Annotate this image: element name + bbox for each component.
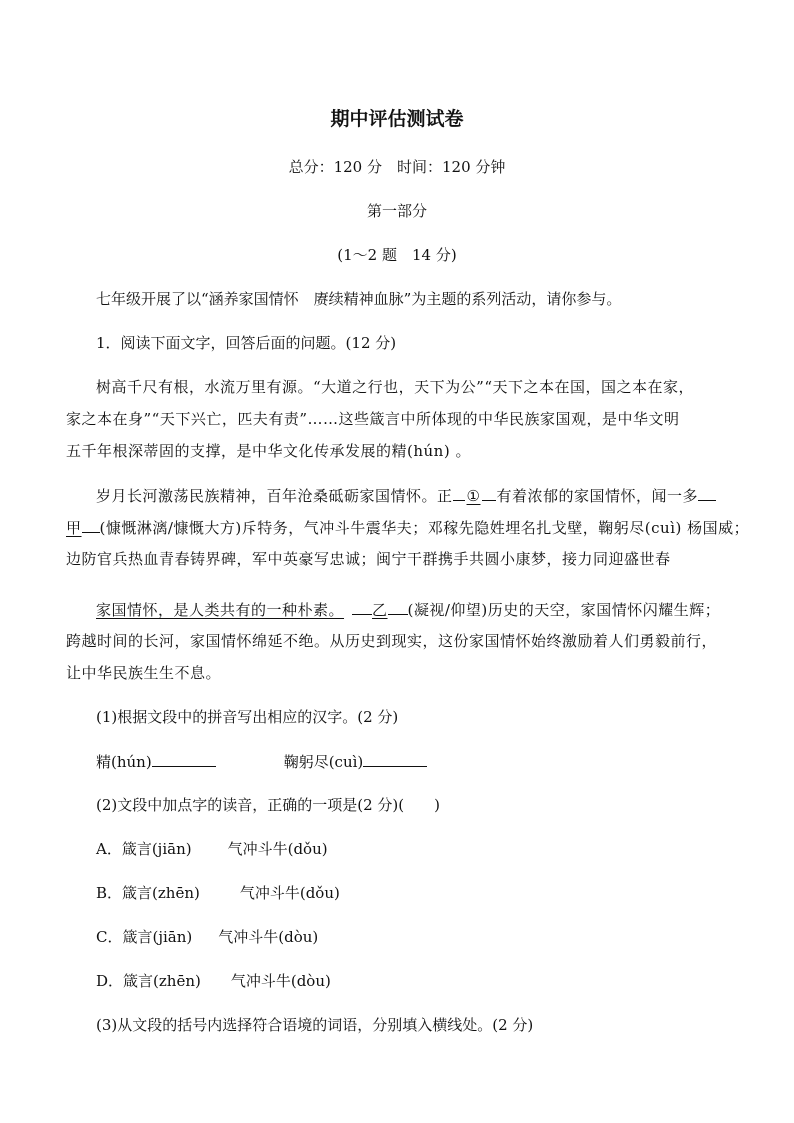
- fill-blank-jia-tail: [82, 516, 100, 533]
- fill-blank-1-tail: [482, 484, 496, 501]
- passage-3-text-b: (凝视/仰望)历史的天空，家国情怀闪耀生辉；: [407, 601, 721, 619]
- question-range: (1～2 题 14 分): [337, 246, 457, 264]
- passage-2-line-1: [96, 484, 716, 507]
- passage-2-text-a: 岁月长河激荡民族精神，百年沧桑砥砺家国情怀。正: [96, 487, 453, 505]
- passage-1-line-1: 树高千尺有根，水流万里有源。“大道之行也，天下为公”“天下之本在国，国之本在家，: [96, 378, 695, 396]
- passage-1-line-2: 家之本在身”“天下兴亡，匹夫有责”……这些箴言中所体现的中华民族家国观，是中华文明: [66, 410, 680, 428]
- passage-3-line-2: 跨越时间的长河，家国情怀绵延不绝。从历史到现实，这份家国情怀始终激励着人们勇毅前行，: [66, 632, 718, 650]
- answer-a-label: 精(hún): [96, 753, 152, 771]
- option-c-word: 气冲斗牛(dòu): [218, 928, 319, 946]
- option-d-word: 气冲斗牛(dòu): [230, 972, 331, 990]
- fill-blank-yi-lead: [352, 598, 372, 615]
- passage-2-text-c: (慷慨淋漓/慷慨大方)斥特务，气冲斗牛震华夫；邓稼先隐姓埋名扎戈壁，鞠躬尽(cuì) 杨国威；: [99, 519, 750, 537]
- option-d-label: D．箴言(zhēn): [96, 972, 201, 990]
- option-c-label: C．箴言(jiān): [96, 928, 193, 946]
- underlined-sentence: 家国情怀，是人类共有的一种朴素。: [96, 601, 345, 619]
- fill-blank-yi-marker: 乙: [372, 601, 388, 619]
- answer-b-label: 鞠躬尽(cuì): [283, 753, 364, 771]
- fill-blank-1-marker: ①: [466, 487, 481, 505]
- option-a-word: 气冲斗牛(dǒu): [227, 840, 328, 858]
- sub-question-1-answers: [96, 750, 427, 773]
- passage-1-line-3: 五千年根深蒂固的支撑，是中华文化传承发展的精(hún) 。: [66, 442, 471, 460]
- part-heading: 第一部分: [366, 202, 427, 220]
- intro-text: 七年级开展了以“涵养家国情怀 赓续精神血脉”为主题的系列活动，请你参与。: [96, 290, 622, 308]
- fill-blank-jia-lead: [698, 484, 716, 501]
- page-title: 期中评估测试卷: [330, 108, 464, 130]
- fill-blank-1-lead: [453, 484, 465, 501]
- sub-question-1-stem: (1)根据文段中的拼音写出相应的汉字。(2 分): [96, 708, 399, 726]
- question-1-stem: 1．阅读下面文字，回答后面的问题。(12 分): [96, 334, 397, 352]
- option-a-label: A．箴言(jiān): [96, 840, 192, 858]
- option-c[interactable]: [96, 926, 318, 948]
- passage-2-line-3: 边防官兵热血青春铸界碑，军中英豪写忠诚；闽宁干群携手共圆小康梦，接力同迎盛世春: [66, 550, 671, 568]
- sub-question-3-stem: (3)从文段的括号内选择符合语境的词语，分别填入横线处。(2 分): [96, 1016, 534, 1034]
- passage-3-line-1: [96, 598, 720, 621]
- option-b[interactable]: [96, 882, 340, 904]
- fill-blank-yi-tail: [388, 598, 408, 615]
- answer-a-blank[interactable]: [152, 750, 216, 767]
- option-d[interactable]: [96, 970, 331, 992]
- fill-blank-jia-marker: 甲: [66, 519, 82, 537]
- option-b-word: 气冲斗牛(dǒu): [239, 884, 340, 902]
- passage-3-line-3: 让中华民族生生不息。: [66, 664, 222, 682]
- score-time-line: 总分：120 分 时间：120 分钟: [288, 158, 506, 176]
- option-b-label: B．箴言(zhēn): [96, 884, 200, 902]
- sub-question-2-stem: (2)文段中加点字的读音，正确的一项是(2 分)( ): [96, 796, 440, 814]
- answer-b-blank[interactable]: [363, 750, 427, 767]
- option-a[interactable]: [96, 838, 328, 860]
- passage-2-line-2: [66, 516, 749, 539]
- passage-2-text-b: 有着浓郁的家国情怀，闻一多: [496, 487, 698, 505]
